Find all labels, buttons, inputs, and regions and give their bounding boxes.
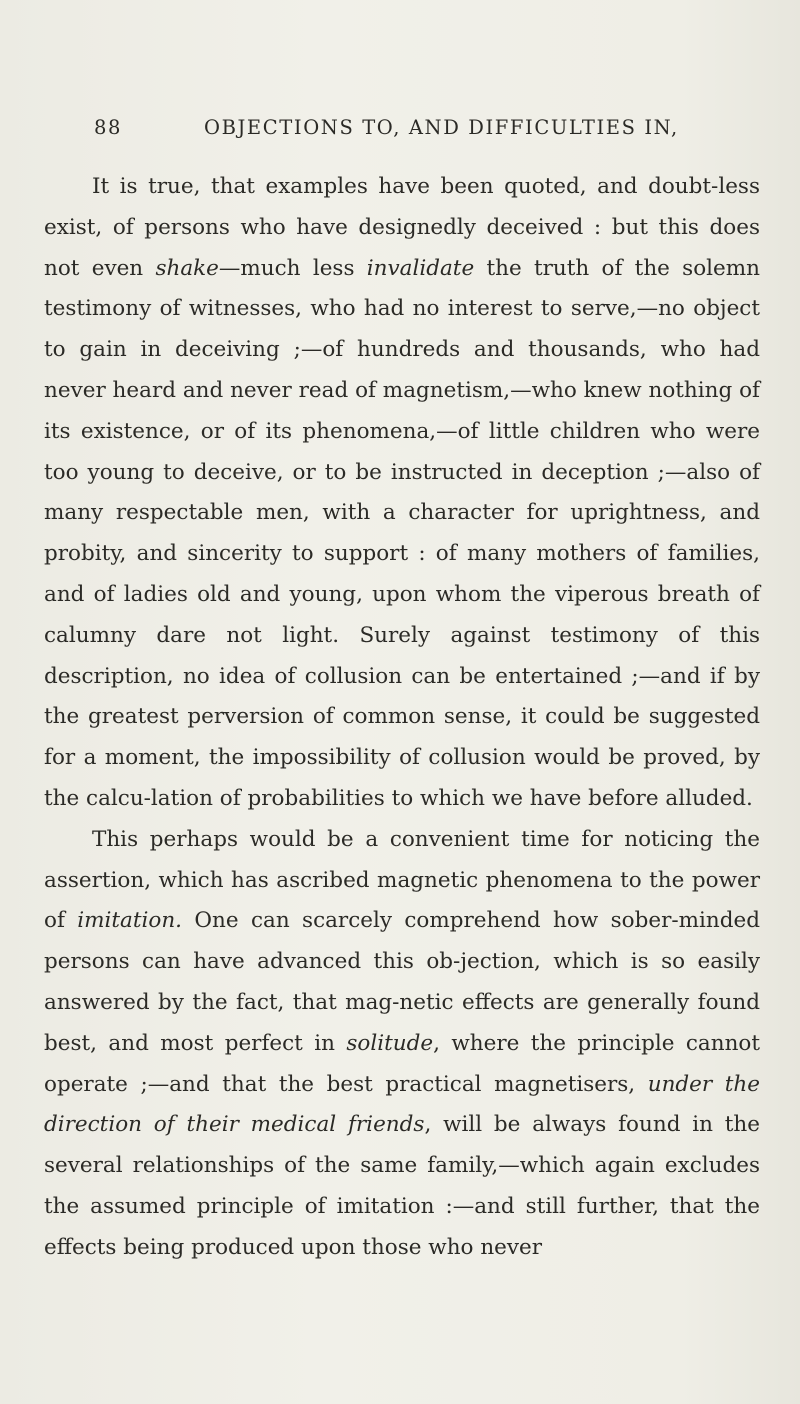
text-segment: , where the principle cannot operate ;—and that the best practical magnetisers, xyxy=(44,1030,760,1097)
paragraph xyxy=(44,167,760,820)
italic-segment: under the direction of their medical friends xyxy=(44,1071,760,1138)
text-segment: This perhaps would be a convenient time for noticing the assertion, which has ascribed magnetic phenomena to the power of xyxy=(44,826,760,934)
page-header xyxy=(94,116,784,144)
text-segment: —much less xyxy=(218,255,367,281)
italic-segment: solitude xyxy=(346,1030,434,1056)
body-text xyxy=(44,167,760,1269)
running-head: OBJECTIONS TO, AND DIFFICULTIES IN, xyxy=(204,116,679,139)
text-segment: , will be always found in the several relationships of the same family,—which again excludes the assumed principle of imitation :—and still further, that the effects being produced upon those who never xyxy=(44,1112,760,1260)
text-segment: the truth of the solemn testimony of witnesses, who had no interest to serve,—no object to gain in deceiving ;—of hundreds and thousands, who had never heard and never read of magnetism,—who knew nothing of its existence, or of its phenomena,—of little children who were too young to deceive, or to be instructed in deception ;—also of many respectable men, with a character for uprightness, and probity, and sincerity to support : of many mothers of families, and of ladies old and young, upon whom the viperous breath of calumny dare not light. Surely against testimony of this description, no idea of collusion can be entertained ;—and if by the greatest perversion of common sense, it could be suggested for a moment, the impossibility of collusion would be proved, by the calcu-lation of probabilities to which we have before alluded. xyxy=(44,255,760,811)
italic-segment: shake xyxy=(155,255,219,281)
paragraph xyxy=(44,820,760,1269)
page-number: 88 xyxy=(94,116,123,139)
italic-segment: invalidate xyxy=(366,255,475,281)
text-segment: One can scarcely comprehend how sober-minded persons can have advanced this ob-jection, which is so easily answered by the fact, that mag-netic effects are generally found best, and most perfect in xyxy=(44,908,760,1056)
text-segment: It is true, that examples have been quoted, and doubt-less exist, of persons who have designedly deceived : but this does not even xyxy=(44,174,760,281)
italic-segment: imitation. xyxy=(77,908,183,934)
